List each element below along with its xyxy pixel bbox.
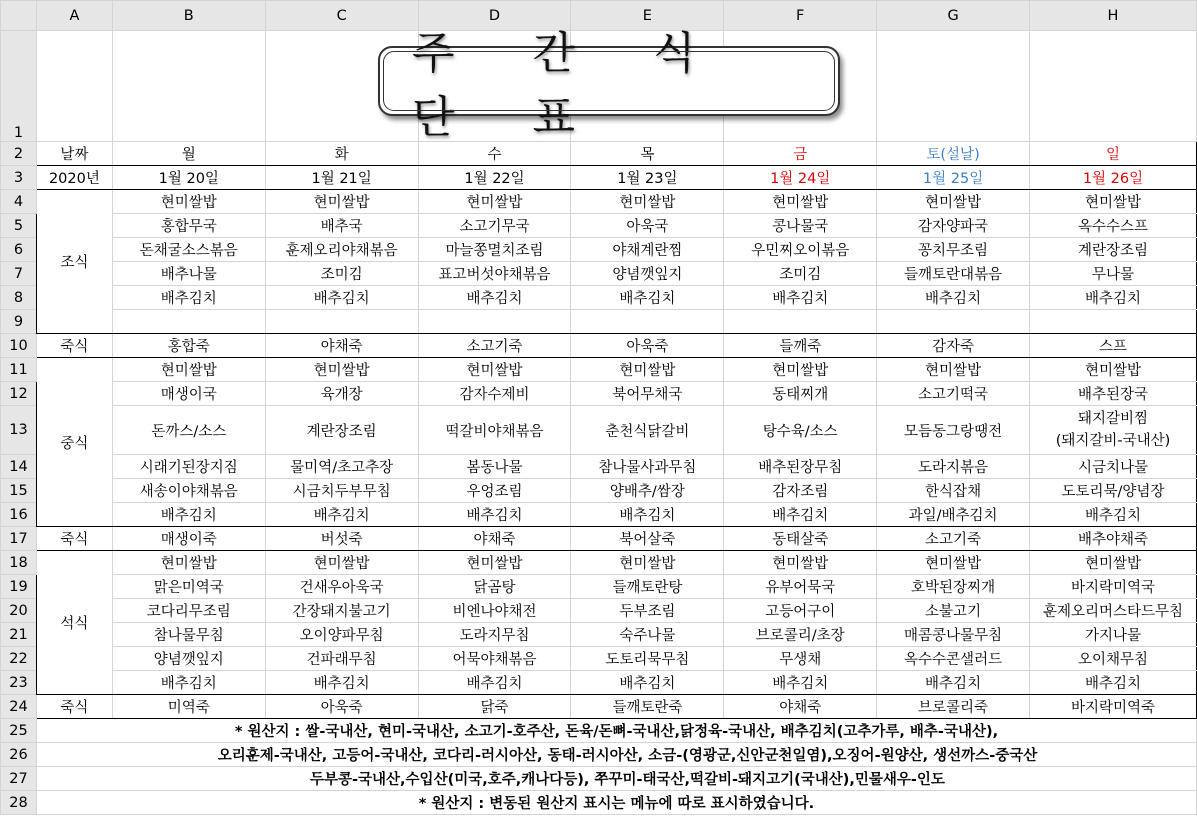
menu-cell[interactable]	[724, 310, 877, 334]
menu-cell[interactable]: 야채죽	[265, 334, 418, 358]
menu-cell[interactable]	[571, 310, 724, 334]
menu-cell[interactable]: 버섯죽	[265, 527, 418, 551]
row-header-20[interactable]: 20	[1, 599, 37, 623]
menu-cell[interactable]: 배추김치	[571, 671, 724, 695]
menu-cell[interactable]: 계란장조림	[265, 406, 418, 455]
menu-cell[interactable]: 감자조림	[724, 479, 877, 503]
menu-cell[interactable]: 맑은미역국	[112, 575, 265, 599]
menu-cell[interactable]: 한식잡채	[877, 479, 1030, 503]
row-header-28[interactable]: 28	[1, 791, 37, 815]
date-cell[interactable]: 1월 24일	[724, 166, 877, 190]
menu-cell[interactable]: 배추김치	[265, 671, 418, 695]
menu-cell[interactable]: 배추김치	[265, 503, 418, 527]
menu-cell[interactable]: 배추야채죽	[1029, 527, 1196, 551]
menu-cell[interactable]: 들깨토란대볶음	[877, 262, 1030, 286]
menu-cell[interactable]: 봄동나물	[418, 455, 571, 479]
day-header[interactable]: 토(설날)	[877, 142, 1030, 166]
day-header[interactable]: 월	[112, 142, 265, 166]
menu-cell[interactable]: 아욱죽	[571, 334, 724, 358]
menu-cell[interactable]: 소불고기	[877, 599, 1030, 623]
menu-cell[interactable]: 숙주나물	[571, 623, 724, 647]
origin-note: (돼지갈비-국내산)	[1055, 433, 1171, 449]
row-21	[1, 623, 1197, 647]
meal-label-porridge[interactable]: 죽식	[36, 527, 112, 551]
menu-cell[interactable]: 야채죽	[724, 695, 877, 719]
row-12	[1, 382, 1197, 406]
day-header[interactable]: 수	[418, 142, 571, 166]
menu-title: 주 간 식 단 표	[412, 28, 728, 143]
menu-cell[interactable]: 도라지무침	[418, 623, 571, 647]
column-header-a[interactable]: A	[36, 1, 112, 31]
menu-cell[interactable]: 비엔나야채전	[418, 599, 571, 623]
day-header[interactable]: 금	[724, 142, 877, 166]
row-header-11[interactable]: 11	[1, 358, 37, 382]
row-11	[1, 358, 1197, 382]
menu-cell[interactable]: 소고기죽	[877, 527, 1030, 551]
menu-cell[interactable]: 홍합죽	[112, 334, 265, 358]
menu-cell[interactable]: 감자수제비	[418, 382, 571, 406]
menu-cell[interactable]: 브로콜리죽	[877, 695, 1030, 719]
year-label[interactable]: 2020년	[36, 166, 112, 190]
row-header-22[interactable]: 22	[1, 647, 37, 671]
menu-cell[interactable]: 소고기무국	[418, 214, 571, 238]
menu-cell[interactable]: 현미쌀밥	[571, 190, 724, 214]
row-13	[1, 406, 1197, 455]
menu-cell[interactable]: 배추된장무침	[724, 455, 877, 479]
row-3	[1, 166, 1197, 190]
menu-cell[interactable]: 호박된장찌개	[877, 575, 1030, 599]
row-7	[1, 262, 1197, 286]
row-28	[1, 791, 1197, 815]
row-25	[1, 719, 1197, 743]
menu-cell[interactable]: 미역죽	[112, 695, 265, 719]
menu-cell[interactable]: 현미쌀밥	[724, 190, 877, 214]
menu-cell[interactable]: 양배추/쌈장	[571, 479, 724, 503]
menu-cell[interactable]: 배추김치	[1029, 286, 1196, 310]
row-15	[1, 479, 1197, 503]
menu-cell[interactable]: 도토리묵/양념장	[1029, 479, 1196, 503]
menu-cell[interactable]: 배추나물	[112, 262, 265, 286]
menu-cell[interactable]	[418, 310, 571, 334]
menu-cell[interactable]: 소고기죽	[418, 334, 571, 358]
menu-cell[interactable]: 시금치두부무침	[265, 479, 418, 503]
row-16	[1, 503, 1197, 527]
meal-label-breakfast[interactable]: 조식	[36, 190, 112, 334]
menu-cell[interactable]: 배추김치	[418, 671, 571, 695]
column-header-b[interactable]: B	[112, 1, 265, 31]
menu-cell[interactable]: 현미쌀밥	[724, 551, 877, 575]
row-10	[1, 334, 1197, 358]
menu-cell[interactable]: 현미쌀밥	[877, 358, 1030, 382]
menu-cell[interactable]: 소고기떡국	[877, 382, 1030, 406]
menu-cell[interactable]: 떡갈비야채볶음	[418, 406, 571, 455]
row-header-19[interactable]: 19	[1, 575, 37, 599]
menu-cell[interactable]: 건파래무침	[265, 647, 418, 671]
menu-cell[interactable]: 오이채무침	[1029, 647, 1196, 671]
column-header-f[interactable]: F	[724, 1, 877, 31]
meal-label-dinner[interactable]: 석식	[36, 551, 112, 695]
row-header-25[interactable]: 25	[1, 719, 37, 743]
menu-cell[interactable]: 북어살죽	[571, 527, 724, 551]
row-17	[1, 527, 1197, 551]
menu-cell[interactable]: 배추김치	[418, 503, 571, 527]
menu-cell[interactable]: 배추된장국	[1029, 382, 1196, 406]
meal-label-lunch[interactable]: 중식	[36, 358, 112, 527]
menu-cell[interactable]: 배추김치	[1029, 503, 1196, 527]
menu-cell[interactable]: 마늘쫑멸치조림	[418, 238, 571, 262]
menu-cell[interactable]: 매생이국	[112, 382, 265, 406]
menu-cell[interactable]: 현미쌀밥	[1029, 551, 1196, 575]
menu-cell[interactable]: 코다리무조림	[112, 599, 265, 623]
column-header-d[interactable]: D	[418, 1, 571, 31]
menu-cell[interactable]: 양념깻잎지	[571, 262, 724, 286]
menu-cell[interactable]: 바지락미역국	[1029, 575, 1196, 599]
menu-cell[interactable]: 브로콜리/초장	[724, 623, 877, 647]
menu-cell[interactable]: 돈까스/소스	[112, 406, 265, 455]
menu-cell[interactable]: 아욱국	[571, 214, 724, 238]
menu-cell[interactable]: 현미쌀밥	[112, 190, 265, 214]
menu-cell[interactable]: 탕수육/소스	[724, 406, 877, 455]
row-4	[1, 190, 1197, 214]
column-header-c[interactable]: C	[265, 1, 418, 31]
menu-cell[interactable]: 배추김치	[418, 286, 571, 310]
menu-cell[interactable]: 건새우아욱국	[265, 575, 418, 599]
menu-cell[interactable]: 배추김치	[724, 286, 877, 310]
menu-cell[interactable]: 감자죽	[877, 334, 1030, 358]
menu-cell[interactable]: 현미쌀밥	[418, 551, 571, 575]
row-8	[1, 286, 1197, 310]
column-header-e[interactable]: E	[571, 1, 724, 31]
row-header-9[interactable]: 9	[1, 310, 37, 334]
row-header-16[interactable]: 16	[1, 503, 37, 527]
menu-cell[interactable]: 육개장	[265, 382, 418, 406]
day-header[interactable]: 일	[1029, 142, 1196, 166]
menu-cell[interactable]: 배추김치	[724, 503, 877, 527]
menu-cell[interactable]: 배추김치	[112, 503, 265, 527]
cell[interactable]	[1029, 31, 1196, 142]
row-header-6[interactable]: 6	[1, 238, 37, 262]
menu-cell[interactable]: 닭죽	[418, 695, 571, 719]
meal-label-porridge[interactable]: 죽식	[36, 695, 112, 719]
row-19	[1, 575, 1197, 599]
menu-cell[interactable]: 계란장조림	[1029, 238, 1196, 262]
row-header-17[interactable]: 17	[1, 527, 37, 551]
menu-cell[interactable]: 배추김치	[877, 671, 1030, 695]
row-header-24[interactable]: 24	[1, 695, 37, 719]
menu-cell[interactable]: 간장돼지불고기	[265, 599, 418, 623]
menu-cell[interactable]: 현미쌀밥	[265, 190, 418, 214]
menu-cell[interactable]: 북어무채국	[571, 382, 724, 406]
row-header-21[interactable]: 21	[1, 623, 37, 647]
menu-cell[interactable]: 옥수수콘샐러드	[877, 647, 1030, 671]
row-header-5[interactable]: 5	[1, 214, 37, 238]
row-header-14[interactable]: 14	[1, 455, 37, 479]
menu-cell[interactable]: 현미쌀밥	[877, 551, 1030, 575]
menu-cell[interactable]: 고등어구이	[724, 599, 877, 623]
menu-cell[interactable]	[265, 310, 418, 334]
menu-cell[interactable]: 옥수수스프	[1029, 214, 1196, 238]
meal-label-porridge[interactable]: 죽식	[36, 334, 112, 358]
menu-cell[interactable]: 현미쌀밥	[1029, 190, 1196, 214]
menu-cell[interactable]: 동태살죽	[724, 527, 877, 551]
row-header-12[interactable]: 12	[1, 382, 37, 406]
row-20	[1, 599, 1197, 623]
menu-cell[interactable]: 배추김치	[112, 286, 265, 310]
row-24	[1, 695, 1197, 719]
menu-cell[interactable]: 우민찌오이볶음	[724, 238, 877, 262]
menu-cell[interactable]: 현미쌀밥	[418, 358, 571, 382]
menu-cell[interactable]: 훈제오리야채볶음	[265, 238, 418, 262]
menu-cell[interactable]: 양념깻잎지	[112, 647, 265, 671]
menu-cell[interactable]: 무나물	[1029, 262, 1196, 286]
menu-cell[interactable]: 현미쌀밥	[724, 358, 877, 382]
date-cell[interactable]: 1월 20일	[112, 166, 265, 190]
menu-cell[interactable]: 현미쌀밥	[112, 358, 265, 382]
menu-cell[interactable]: 현미쌀밥	[112, 551, 265, 575]
row-2	[1, 142, 1197, 166]
row-header-7[interactable]: 7	[1, 262, 37, 286]
date-cell[interactable]: 1월 26일	[1029, 166, 1196, 190]
menu-cell[interactable]: 콩나물국	[724, 214, 877, 238]
row-header-26[interactable]: 26	[1, 743, 37, 767]
menu-cell[interactable]: 조미김	[265, 262, 418, 286]
menu-cell[interactable]: 춘천식닭갈비	[571, 406, 724, 455]
row-header-1[interactable]: 1	[1, 31, 37, 142]
row-header-13[interactable]: 13	[1, 406, 37, 455]
menu-cell[interactable]: 감자양파국	[877, 214, 1030, 238]
row-27	[1, 767, 1197, 791]
row-6	[1, 238, 1197, 262]
row-header-27[interactable]: 27	[1, 767, 37, 791]
menu-cell[interactable]: 들깨토란탕	[571, 575, 724, 599]
column-header-h[interactable]: H	[1029, 1, 1196, 31]
menu-cell[interactable]: 우엉조림	[418, 479, 571, 503]
menu-cell[interactable]: 들깨죽	[724, 334, 877, 358]
menu-cell[interactable]: 배추김치	[571, 503, 724, 527]
menu-cell[interactable]: 매생이죽	[112, 527, 265, 551]
menu-cell[interactable]: 배추김치	[1029, 671, 1196, 695]
menu-cell[interactable]: 도라지볶음	[877, 455, 1030, 479]
menu-cell[interactable]: 두부조림	[571, 599, 724, 623]
menu-cell[interactable]	[877, 310, 1030, 334]
row-26	[1, 743, 1197, 767]
origin-note-line[interactable]: * 원산지 : 변동된 원산지 표시는 메뉴에 따로 표시하였습니다.	[36, 791, 1196, 815]
menu-cell[interactable]: 야채죽	[418, 527, 571, 551]
cell[interactable]	[112, 31, 265, 142]
menu-cell[interactable]: 배추김치	[571, 286, 724, 310]
menu-cell[interactable]: 오이양파무침	[265, 623, 418, 647]
origin-note-line[interactable]: 두부콩-국내산,수입산(미국,호주,캐나다등), 쭈꾸미-태국산,떡갈비-돼지고기(국내산),민물새우-인도	[36, 767, 1196, 791]
menu-cell[interactable]: 표고버섯야채볶음	[418, 262, 571, 286]
menu-item: 돼지갈비찜	[1077, 411, 1149, 427]
menu-cell[interactable]: 스프	[1029, 334, 1196, 358]
cell[interactable]	[36, 31, 112, 142]
menu-cell[interactable]	[1029, 406, 1196, 455]
menu-cell[interactable]: 배추김치	[265, 286, 418, 310]
menu-cell[interactable]: 꽁치무조림	[877, 238, 1030, 262]
menu-cell[interactable]: 도토리묵무침	[571, 647, 724, 671]
menu-cell[interactable]: 현미쌀밥	[418, 190, 571, 214]
origin-note-line[interactable]: 오리훈제-국내산, 고등어-국내산, 코다리-러시아산, 동태-러시아산, 소금-(영광군,신안군천일염),오징어-원양산, 생선까스-중국산	[36, 743, 1196, 767]
day-header[interactable]: 화	[265, 142, 418, 166]
cell[interactable]	[877, 31, 1030, 142]
menu-cell[interactable]: 현미쌀밥	[571, 551, 724, 575]
menu-cell[interactable]: 현미쌀밥	[265, 358, 418, 382]
row-header-23[interactable]: 23	[1, 671, 37, 695]
menu-cell[interactable]: 홍합무국	[112, 214, 265, 238]
menu-cell[interactable]: 배추김치	[724, 671, 877, 695]
date-cell[interactable]: 1월 25일	[877, 166, 1030, 190]
menu-cell[interactable]: 현미쌀밥	[265, 551, 418, 575]
menu-cell[interactable]: 모듬동그랑땡전	[877, 406, 1030, 455]
menu-cell[interactable]: 가지나물	[1029, 623, 1196, 647]
menu-cell[interactable]: 시금치나물	[1029, 455, 1196, 479]
menu-cell[interactable]: 새송이야채볶음	[112, 479, 265, 503]
menu-cell[interactable]: 들깨토란죽	[571, 695, 724, 719]
menu-cell[interactable]: 훈제오리머스타드무침	[1029, 599, 1196, 623]
menu-cell[interactable]: 참나물무침	[112, 623, 265, 647]
menu-cell[interactable]: 돈채굴소스볶음	[112, 238, 265, 262]
menu-cell[interactable]: 매콤콩나물무침	[877, 623, 1030, 647]
menu-cell[interactable]: 배추김치	[877, 286, 1030, 310]
column-header-g[interactable]: G	[877, 1, 1030, 31]
menu-cell[interactable]: 동태찌개	[724, 382, 877, 406]
row-23	[1, 671, 1197, 695]
menu-cell[interactable]	[1029, 310, 1196, 334]
day-header[interactable]: 목	[571, 142, 724, 166]
row-header-10[interactable]: 10	[1, 334, 37, 358]
menu-cell[interactable]: 배추김치	[112, 671, 265, 695]
menu-cell[interactable]: 조미김	[724, 262, 877, 286]
date-cell[interactable]: 1월 21일	[265, 166, 418, 190]
menu-cell[interactable]: 현미쌀밥	[571, 358, 724, 382]
menu-cell[interactable]: 닭곰탕	[418, 575, 571, 599]
date-cell[interactable]: 1월 23일	[571, 166, 724, 190]
date-label[interactable]: 날짜	[36, 142, 112, 166]
row-14	[1, 455, 1197, 479]
menu-cell[interactable]	[112, 310, 265, 334]
menu-cell[interactable]: 현미쌀밥	[1029, 358, 1196, 382]
menu-cell[interactable]: 시래기된장지짐	[112, 455, 265, 479]
origin-note-line[interactable]: * 원산지 : 쌀-국내산, 현미-국내산, 소고기-호주산, 돈육/돈뼈-국내산,닭정육-국내산, 배추김치(고추가루, 배추-국내산),	[36, 719, 1196, 743]
row-header-2[interactable]: 2	[1, 142, 37, 166]
row-header-15[interactable]: 15	[1, 479, 37, 503]
row-header-4[interactable]: 4	[1, 190, 37, 214]
row-18	[1, 551, 1197, 575]
date-cell[interactable]: 1월 22일	[418, 166, 571, 190]
menu-cell[interactable]: 유부어묵국	[724, 575, 877, 599]
menu-cell[interactable]: 참나물사과무침	[571, 455, 724, 479]
menu-cell[interactable]: 무생채	[724, 647, 877, 671]
select-all-corner[interactable]	[1, 1, 37, 31]
menu-cell[interactable]: 바지락미역죽	[1029, 695, 1196, 719]
row-5	[1, 214, 1197, 238]
row-9	[1, 310, 1197, 334]
row-22	[1, 647, 1197, 671]
row-header-18[interactable]: 18	[1, 551, 37, 575]
menu-cell[interactable]: 아욱죽	[265, 695, 418, 719]
menu-cell[interactable]: 과일/배추김치	[877, 503, 1030, 527]
menu-cell[interactable]: 어묵야채볶음	[418, 647, 571, 671]
menu-cell[interactable]: 배추국	[265, 214, 418, 238]
row-header-8[interactable]: 8	[1, 286, 37, 310]
menu-cell[interactable]: 물미역/초고추장	[265, 455, 418, 479]
menu-cell[interactable]: 현미쌀밥	[877, 190, 1030, 214]
menu-cell[interactable]: 야채계란찜	[571, 238, 724, 262]
menu-title-box	[378, 28, 840, 143]
row-header-3[interactable]: 3	[1, 166, 37, 190]
